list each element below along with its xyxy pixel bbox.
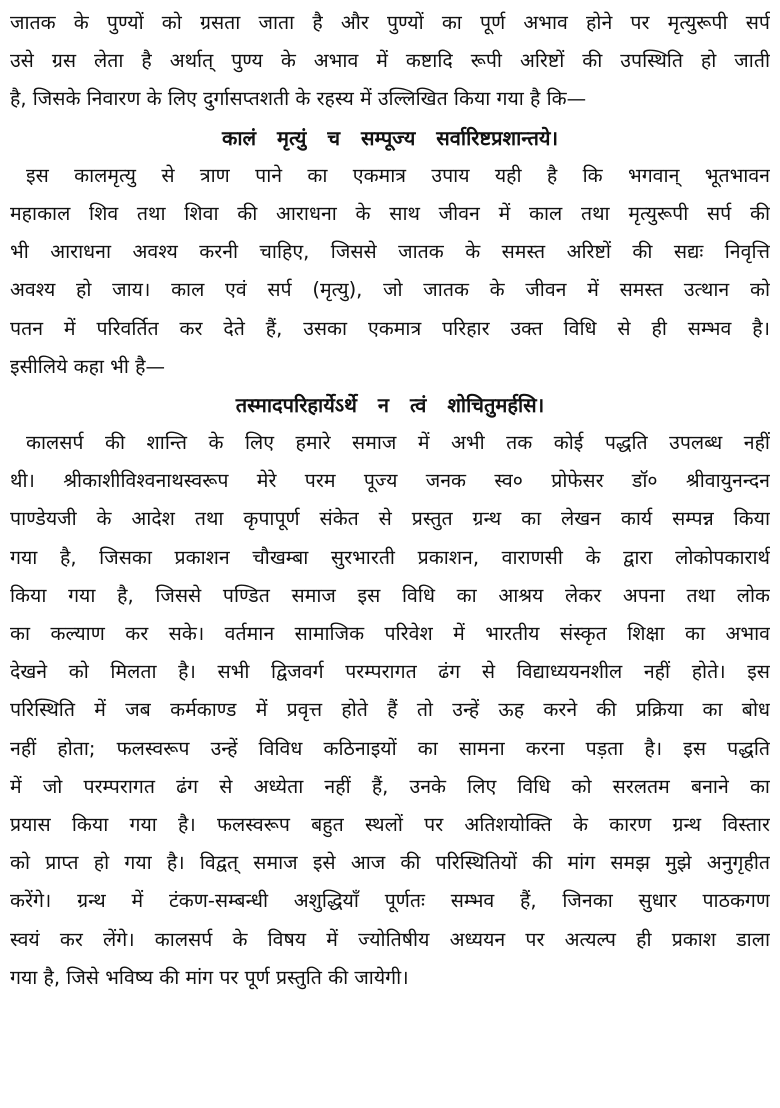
text-line: महाकाल शिव तथा शिवा की आराधना के साथ जीवन में काल तथा मृत्युरूपी सर्प की <box>10 201 770 225</box>
text-line: भी आराधना अवश्य करनी चाहिए, जिससे जातक के समस्त अरिष्टों की सद्यः निवृत्ति <box>10 240 770 264</box>
text-line: प्रयास किया गया है। फलस्वरूप बहुत स्थलों पर अतिशयोक्ति के कारण ग्रन्थ विस्तार <box>10 812 770 836</box>
text-line: नहीं होता; फलस्वरूप उन्हें विविध कठिनाइयों का सामना करना पड़ता है। इस पद्धति <box>10 736 770 760</box>
text-line: अवश्य हो जाय। काल एवं सर्प (मृत्यु), जो जातक के जीवन में समस्त उत्थान को <box>10 278 770 302</box>
text-line: उसे ग्रस लेता है अर्थात् पुण्य के अभाव में कष्टादि रूपी अरिष्टों की उपस्थिति हो जाती <box>10 49 770 73</box>
text-line: थी। श्रीकाशीविश्वनाथस्वरूप मेरे परम पूज्य जनक स्व० प्रोफेसर डॉ० श्रीवायुनन्दन <box>10 469 770 493</box>
text-line: को प्राप्त हो गया है। विद्वत् समाज इसे आज की परिस्थितियों की मांग समझ मुझे अनुगृहीत <box>10 851 770 875</box>
text-line: इसीलिये कहा भी है— <box>10 354 165 378</box>
text-line: पाण्डेयजी के आदेश तथा कृपापूर्ण संकेत से प्रस्तुत ग्रन्थ का लेखन कार्य सम्पन्न किया <box>10 507 770 531</box>
text-line: जातक के पुण्यों को ग्रसता जाता है और पुण्यों का पूर्ण अभाव होने पर मृत्युरूपी सर्प <box>10 11 770 34</box>
verse-line: तस्मादपरिहार्येऽर्थे न त्वं शोचितुमर्हसि। <box>235 392 545 417</box>
text-line: किया गया है, जिससे पण्डित समाज इस विधि का आश्रय लेकर अपना तथा लोक <box>10 583 770 607</box>
text-line: का कल्याण कर सके। वर्तमान सामाजिक परिवेश में भारतीय संस्कृत शिक्षा का अभाव <box>10 622 770 645</box>
text-line: पतन में परिवर्तित कर देते हैं, उसका एकमात्र परिहार उक्त विधि से ही सम्भव है। <box>10 316 770 340</box>
paragraph-first-line: इस कालमृत्यु से त्राण पाने का एकमात्र उपाय यही है कि भगवान् भूतभावन <box>26 163 770 187</box>
text-line: गया है, जिसका प्रकाशन चौखम्बा सुरभारती प्रकाशन, वाराणसी के द्वारा लोकोपकारार्थ <box>10 545 770 569</box>
text-line: में जो परम्परागत ढंग से अध्येता नहीं हैं, उनके लिए विधि को सरलतम बनाने का <box>10 774 770 798</box>
text-line: स्वयं कर लेंगे। कालसर्प के विषय में ज्योतिषीय अध्ययन पर अत्यल्प ही प्रकाश डाला <box>10 927 770 951</box>
text-line: देखने को मिलता है। सभी द्विजवर्ग परम्परागत ढंग से विद्याध्ययनशील नहीं होते। इस <box>10 660 770 684</box>
text-line: परिस्थिति में जब कर्मकाण्ड में प्रवृत्त होते हैं तो उन्हें ऊह करने की प्रक्रिया का बोध <box>10 698 770 722</box>
text-line: करेंगे। ग्रन्थ में टंकण-सम्बन्धी अशुद्धियाँ पूर्णतः सम्भव हैं, जिनका सुधार पाठकगण <box>10 889 770 913</box>
text-line: है, जिसके निवारण के लिए दुर्गासप्तशती के रहस्य में उल्लिखित किया गया है कि— <box>10 87 587 111</box>
paragraph-first-line: कालसर्प की शान्ति के लिए हमारे समाज में अभी तक कोई पद्धति उपलब्ध नहीं <box>26 431 770 455</box>
text-line: गया है, जिसे भविष्य की मांग पर पूर्ण प्रस्तुति की जायेगी। <box>10 965 409 989</box>
verse-line: कालं मृत्युं च सम्पूज्य सर्वारिष्टप्रशान्तये। <box>221 125 559 150</box>
